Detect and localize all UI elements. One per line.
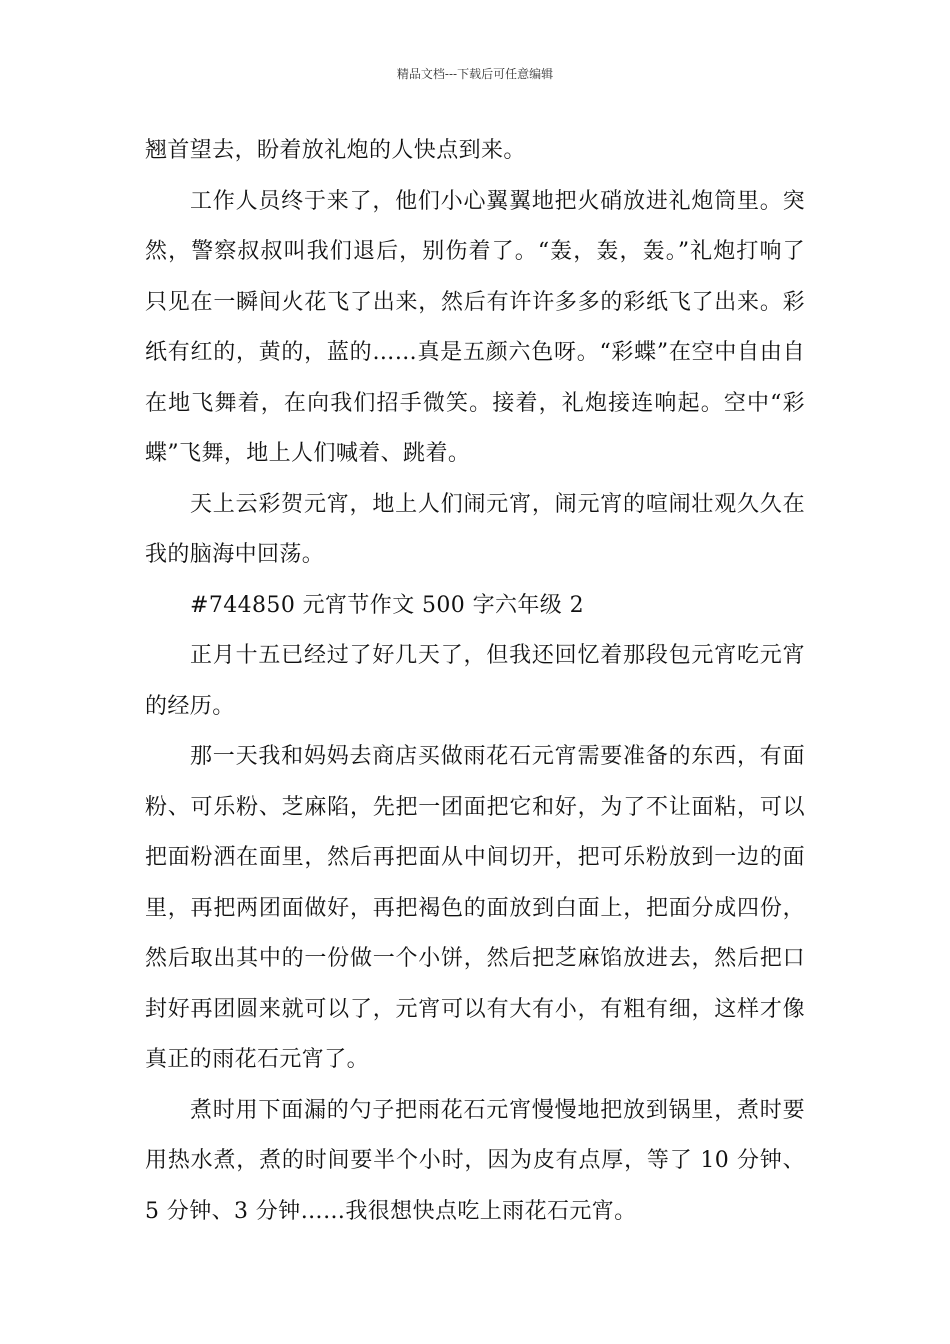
page-header: 精品文档---下载后可任意编辑 <box>396 67 554 81</box>
paragraph: 工作人员终于来了，他们小心翼翼地把火硝放进礼炮筒里。突然，警察叔叔叫我们退后，别伤着了。“轰，轰，轰。”礼炮打响了只见在一瞬间火花飞了出来，然后有许许多多的彩纸飞了出来。彩纸有红的，黄的，蓝的……真是五颜六色呀。“彩蝶”在空中自由自在地飞舞着，在向我们招手微笑。接着，礼炮接连响起。空中“彩蝶”飞舞，地上人们喊着、跳着。 <box>145 188 805 466</box>
paragraph: 正月十五已经过了好几天了，但我还回忆着那段包元宵吃元宵的经历。 <box>145 643 805 719</box>
document-body <box>145 126 805 1237</box>
paragraph: 那一天我和妈妈去商店买做雨花石元宵需要准备的东西，有面粉、可乐粉、芝麻陷，先把一团面把它和好，为了不让面粘，可以把面粉洒在面里，然后再把面从中间切开，把可乐粉放到一边的面里，再把两团面做好，再把褐色的面放到白面上，把面分成四份，然后取出其中的一份做一个小饼，然后把芝麻馅放进去，然后把口封好再团圆来就可以了，元宵可以有大有小，有粗有细，这样才像真正的雨花石元宵了。 <box>145 744 805 1072</box>
paragraph: 天上云彩贺元宵，地上人们闹元宵，闹元宵的喧闹壮观久久在我的脑海中回荡。 <box>145 491 805 567</box>
paragraph: 翘首望去，盼着放礼炮的人快点到来。 <box>145 138 526 163</box>
paragraph: 煮时用下面漏的勺子把雨花石元宵慢慢地把放到锅里，煮时要用热水煮，煮的时间要半个小时，因为皮有点厚，等了 10 分钟、5 分钟、3 分钟……我很想快点吃上雨花石元宵。 <box>145 1097 805 1224</box>
section-heading: #744850 元宵节作文 500 字六年级 2 <box>190 592 584 618</box>
